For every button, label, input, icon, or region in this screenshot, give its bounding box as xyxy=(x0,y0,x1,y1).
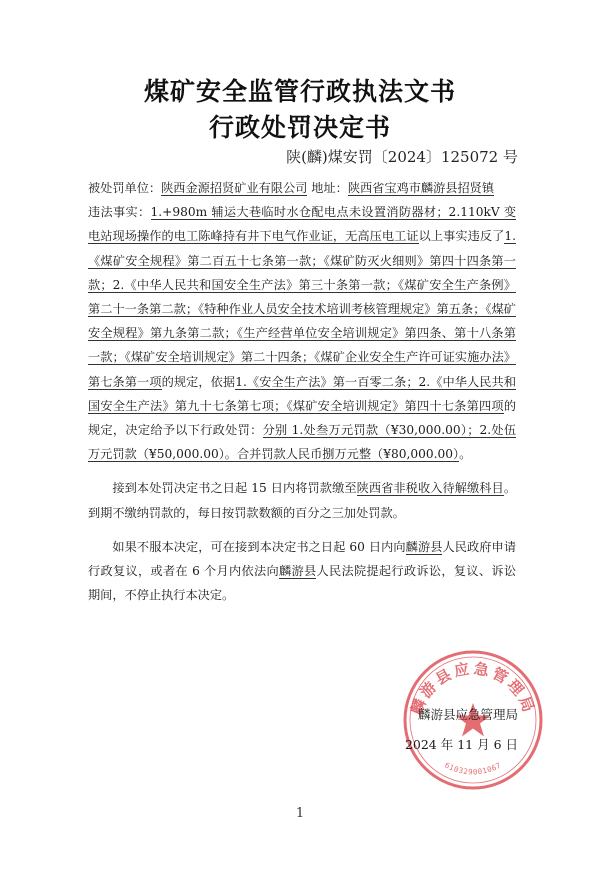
penalty-amounts: 分别 1.处叁万元罚款（¥30,000.00）；2.处伍万元罚款（¥50,000.00）。合并罚款人民币捌万元整（¥80,000.00） xyxy=(88,423,517,462)
seal-code-text: 610329001067 xyxy=(443,760,503,777)
violated-provisions: 1.《煤矿安全规程》第二百五十七条第一款；《煤矿防灭火细则》第四十四条第一款；2.《中华人民共和国安全生产法》第三十条第一款；《煤矿安全生产条例》第二十一条第二款；《特种作业人员安全技术培训考核管理规定》第五条；《煤矿安全规程》第九条第二款；《生产经营单位安全培训规定》第四条、第十八条第一款；《煤矿安全培训规定》第二十四条；《煤矿企业安全生产许可证实施办法》第七条第一项 xyxy=(88,229,517,389)
party-paragraph xyxy=(88,176,516,200)
facts-label: 违法事实： xyxy=(88,205,151,220)
page-number: 1 xyxy=(295,806,305,821)
document-body xyxy=(88,176,516,607)
address-label: 地址： xyxy=(307,181,348,195)
appeal-text-1: 如果不服本决定，可在接到本决定书之日起 60 日内向 xyxy=(112,539,406,554)
document-title: 煤矿安全监管行政执法文书 xyxy=(143,77,456,106)
basis-lead: 的规定，依据 xyxy=(161,374,236,389)
appeal-government: 麟游县 xyxy=(405,539,443,554)
decision-lead: 的规定，决定给予以下行政处罚： xyxy=(88,398,516,438)
legal-basis: 1.《安全生产法》第一百零二条；2.《中华人民共和国安全生产法》第九十七条第七项；《煤矿安全培训规定》第四十七条第四项 xyxy=(88,374,517,413)
appeal-court: 麟游县 xyxy=(278,564,317,579)
party-address: 陕西省宝鸡市麟游县招贤镇 xyxy=(347,181,495,195)
facts-tail: 以上事实违反了 xyxy=(418,229,505,244)
violation-facts: 1.+980m 辅运大巷临时水仓配电点未设置消防器材；2.110kV 变电站现场操作的电工陈峰持有井下电气作业证，无高压电工证 xyxy=(88,205,517,244)
payment-paragraph xyxy=(88,476,516,524)
appeal-text-3: 人民法院提起行政诉讼，复议、诉讼期间，不停止执行本决定。 xyxy=(88,564,517,603)
payment-text-2: 。到期不缴纳罚款的，每日按罚款数额的百分之三加处罚款。 xyxy=(88,481,516,520)
appeal-text-2: 人民政府申请行政复议，或者在 6 个月内依法向 xyxy=(88,539,517,579)
issue-date: 2024 年 11 月 6 日 xyxy=(404,737,518,752)
party-label: 被处罚单位： xyxy=(88,181,162,195)
payment-text-1: 接到本处罚决定书之日起 15 日内将罚款缴至 xyxy=(112,481,357,496)
facts-paragraph xyxy=(88,200,516,466)
payment-account: 陕西省非税收入待解缴科目 xyxy=(356,481,504,496)
issuing-authority: 麟游县应急管理局 xyxy=(417,707,518,722)
paragraph-gap xyxy=(88,525,516,535)
signature-block xyxy=(398,700,518,760)
party-name: 陕西金源招贤矿业有限公司 xyxy=(161,181,308,195)
appeal-paragraph xyxy=(88,535,516,608)
paragraph-gap xyxy=(88,466,516,476)
document-subtitle: 行政处罚决定书 xyxy=(208,113,391,142)
document-number: 陕(麟)煤安罚〔2024〕125072 号 xyxy=(286,148,518,166)
penalty-end: 。 xyxy=(459,447,472,462)
seal-org-text: 麟游县应急管理局 xyxy=(407,659,539,718)
